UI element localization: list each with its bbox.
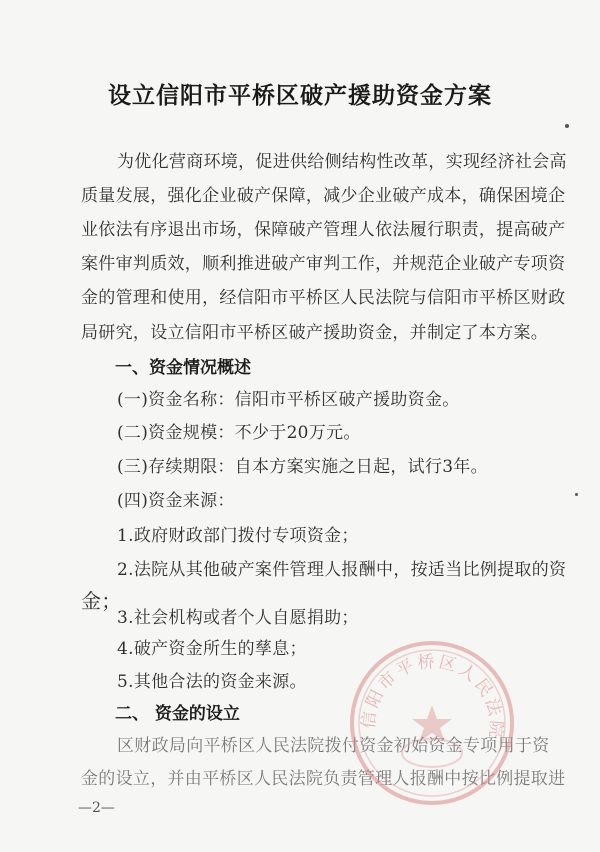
source-item-2: 2.法院从其他破产案件管理人报酬中，按适当比例提取的资	[117, 560, 567, 580]
intro-line-4: 案件审判质效，顺利推进破产审判工作，并规范企业破产专项资	[81, 254, 566, 274]
source-item-3: 3.社会机构或者个人自愿捐助；	[117, 608, 359, 628]
section-1-item-3: (三)存续期限：自本方案实施之日起，试行3年。	[117, 457, 488, 477]
section-1-item-2: (二)资金规模：不少于20万元。	[117, 423, 361, 443]
intro-line-6: 局研究，设立信阳市平桥区破产援助资金，并制定了本方案。	[81, 323, 549, 343]
section-2-heading: 二、 资金的设立	[115, 704, 240, 724]
page-number: —2—	[78, 800, 115, 816]
seal-text: 信阳市平桥区人民法院	[358, 651, 507, 742]
source-item-1: 1.政府财政部门拨付专项资金；	[117, 526, 359, 546]
source-item-4: 4.破产资金所生的孳息；	[117, 639, 307, 659]
intro-line-1: 为优化营商环境，促进供给侧结构性改革，实现经济社会高	[117, 152, 567, 172]
source-item-5: 5.其他合法的资金来源。	[117, 672, 307, 692]
section-2-line-2: 金的设立，并由平桥区人民法院负责管理人报酬中按比例提取进	[81, 769, 566, 789]
section-1-item-1: (一)资金名称：信阳市平桥区破产援助资金。	[117, 390, 460, 410]
intro-line-2: 质量发展，强化企业破产保障，减少企业破产成本，确保困境企	[81, 186, 566, 206]
section-2-line-1: 区财政局向平桥区人民法院拨付资金初始资金专项用于资	[117, 736, 550, 756]
document-title: 设立信阳市平桥区破产援助资金方案	[108, 82, 492, 109]
scan-speck	[575, 493, 578, 496]
intro-line-5: 金的管理和使用，经信阳市平桥区人民法院与信阳市平桥区财政	[81, 288, 566, 308]
scan-speck	[565, 124, 569, 128]
section-1-heading: 一、资金情况概述	[115, 358, 251, 378]
intro-line-3: 业依法有序退出市场，保障破产管理人依法履行职责，提高破产	[81, 220, 566, 240]
source-item-2-cont: 金；	[81, 589, 122, 613]
section-1-item-4: (四)资金来源：	[117, 491, 235, 511]
